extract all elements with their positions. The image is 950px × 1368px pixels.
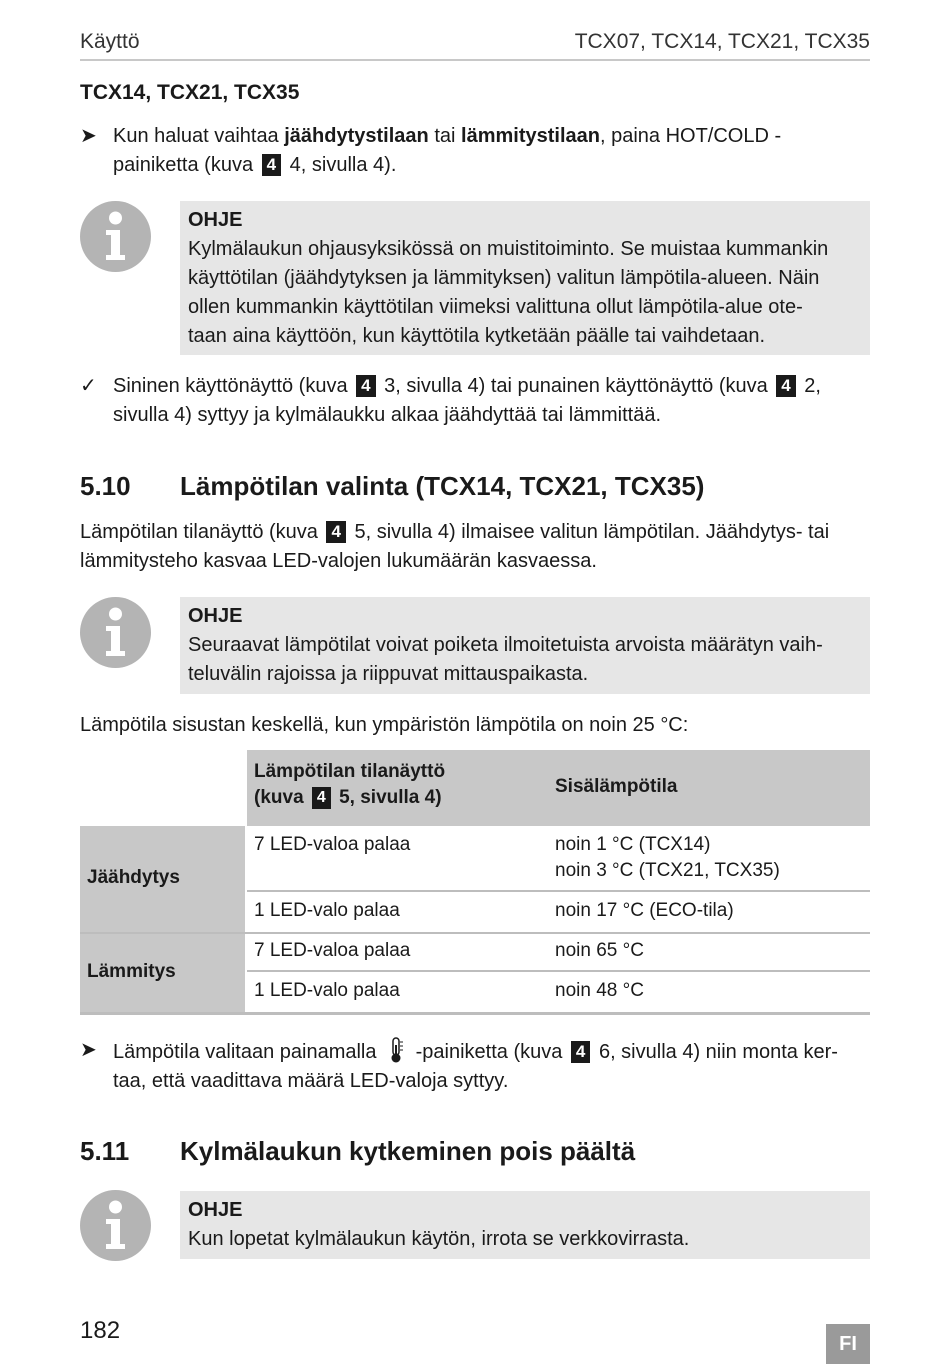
table-cell-display: 1 LED-valo palaa [254,900,400,921]
section-heading-5-11: 5.11 Kylmälaukun kytkeminen pois päältä [80,1136,636,1166]
note-title: OHJE [188,605,243,627]
table-bottom-rule [80,1012,870,1015]
instruction-step-mode-switch: Kun haluat vaihtaa jäähdytystilaan tai lämmitystilaan, paina HOT/COLD - painiketta (kuva 4 4, sivulla 4). [113,125,782,176]
figure-reference: 4 [326,521,345,543]
running-header-left: Käyttö [80,30,140,53]
temperature-table [80,750,870,1015]
page-number: 182 [80,1317,121,1344]
note-line: taan aina käyttöön, kun käyttötila kytketään päälle tai vaihdetaan. [188,325,766,347]
instruction-arrow-icon: ➤ [80,1039,97,1061]
instruction-arrow-icon: ➤ [80,125,97,147]
header-rule [80,59,870,61]
table-cell-temperature: noin 65 °C [555,940,644,961]
note-line: teluvälin rajoissa ja riippuvat mittauspaikasta. [188,663,589,685]
note-box-tolerance [180,597,870,694]
language-tab: FI [826,1324,870,1364]
table-header-temperature: Sisälämpötila [555,776,678,797]
result-display-lights: Sininen käyttönäyttö (kuva 4 3, sivulla 4) tai punainen käyttönäyttö (kuva 4 2, sivulla 4) syttyy ja kylmälaukku alkaa jäähdyttää tai lämmittää. [113,375,821,426]
result-check-icon: ✓ [80,375,97,397]
model-subheading: TCX14, TCX21, TCX35 [80,81,300,104]
info-icon [80,597,151,668]
instruction-step-select-temperature: Lämpötila valitaan painamalla -painiketta (kuva 4 6, sivulla 4) niin monta ker- taa, että vaadittava määrä LED-valoja syttyy. [113,1036,870,1096]
info-icon [80,1190,151,1261]
table-cell-temperature: noin 17 °C (ECO-tila) [555,900,734,921]
figure-reference: 4 [312,787,331,809]
info-icon [80,201,151,272]
table-row-divider [247,970,870,972]
note-box-unplug [180,1191,870,1259]
note-line: käyttötilan (jäähdytyksen ja lämmityksen) valitun lämpötila-alueen. Näin [188,267,820,289]
table-row-divider [80,932,870,934]
section-heading-5-10: 5.10 Lämpötilan valinta (TCX14, TCX21, TCX35) [80,471,705,501]
table-cell-display: 7 LED-valoa palaa [254,834,411,855]
figure-reference: 4 [356,375,375,397]
table-cell-temperature: noin 1 °C (TCX14) noin 3 °C (TCX21, TCX35) [555,834,780,881]
table-cell-display: 7 LED-valoa palaa [254,940,411,961]
table-intro: Lämpötila sisustan keskellä, kun ympäristön lämpötila on noin 25 °C: [80,714,689,736]
note-line: Kylmälaukun ohjausyksikössä on muistitoiminto. Se muistaa kummankin [188,238,829,260]
note-line: Seuraavat lämpötilat voivat poiketa ilmoitetuista arvoista määrätyn vaih- [188,634,823,656]
figure-reference: 4 [262,154,281,176]
running-header-right: TCX07, TCX14, TCX21, TCX35 [574,30,870,53]
table-group-cooling: Jäähdytys [80,826,245,932]
table-row-divider [247,890,870,892]
note-title: OHJE [188,1199,243,1221]
figure-reference: 4 [776,375,795,397]
table-group-heating: Lämmitys [80,934,245,1013]
paragraph-temperature-display: Lämpötilan tilanäyttö (kuva 4 5, sivulla 4) ilmaisee valitun lämpötilan. Jäähdytys- tai lämmitysteho kasvaa LED-valojen lukumäärän kasvaessa. [80,521,830,572]
figure-reference: 4 [571,1041,590,1063]
table-header-display: Lämpötilan tilanäyttö (kuva 4 5, sivulla 4) [254,761,446,808]
thermometer-icon [386,1036,406,1064]
table-cell-display: 1 LED-valo palaa [254,980,400,1001]
note-line: Kun lopetat kylmälaukun käytön, irrota se verkkovirrasta. [188,1228,690,1250]
note-line: ollen kummankin käyttötilan viimeksi valittuna ollut lämpötila-alue ote- [188,296,803,318]
note-box-memory-function [180,201,870,355]
note-title: OHJE [188,209,243,231]
table-cell-temperature: noin 48 °C [555,980,644,1001]
